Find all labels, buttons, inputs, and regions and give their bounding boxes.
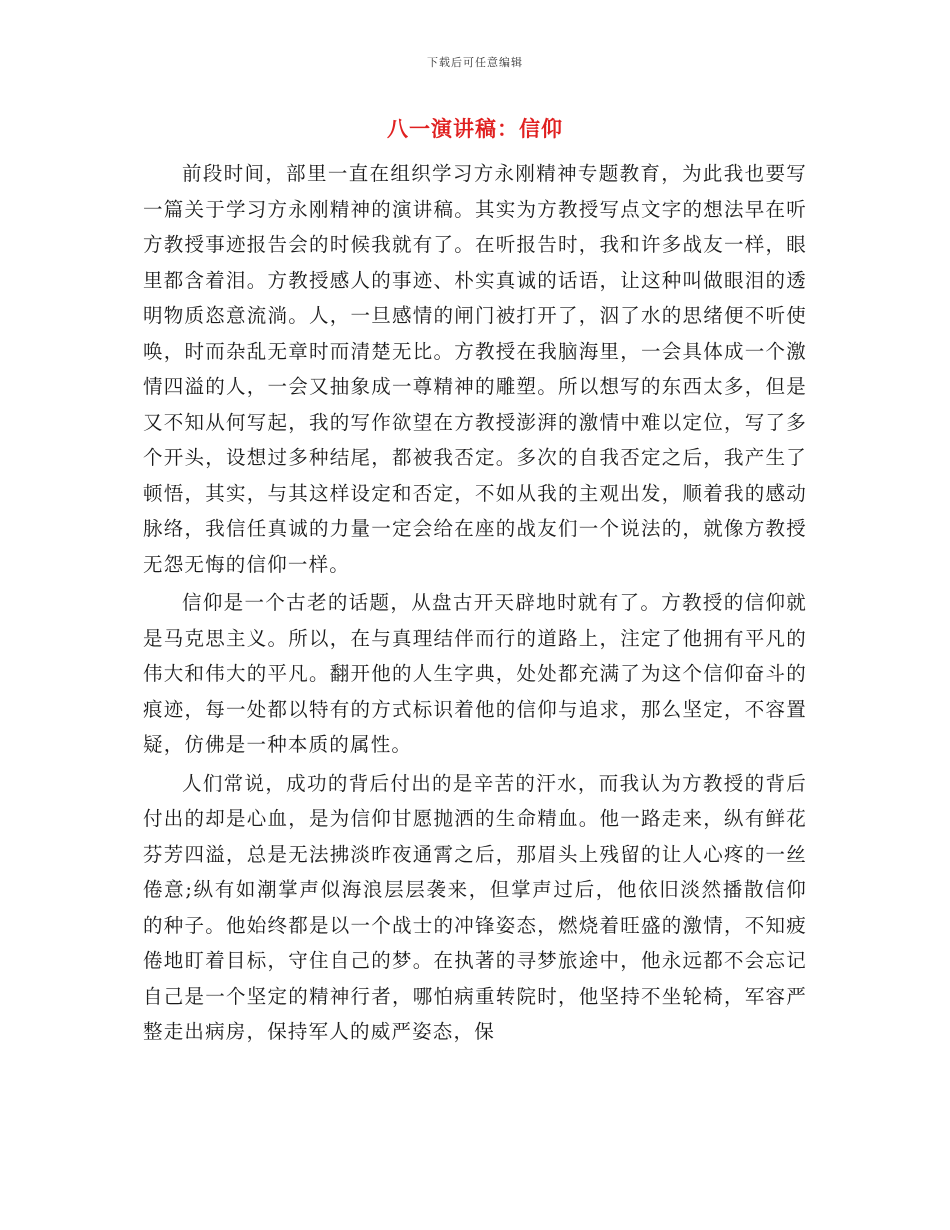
document-body [143, 156, 807, 1050]
paragraph-3: 人们常说，成功的背后付出的是辛苦的汗水，而我认为方教授的背后付出的却是心血，是为信仰甘愿抛洒的生命精血。他一路走来，纵有鲜花芬芳四溢，总是无法拂淡昨夜通霄之后，那眉头上残留的让人心疼的一丝倦意;纵有如潮掌声似海浪层层袭来，但掌声过后，他依旧淡然播散信仰的种子。他始终都是以一个战士的冲锋姿态，燃烧着旺盛的激情，不知疲倦地盯着目标，守住自己的梦。在执著的寻梦旅途中，他永远都不会忘记自己是一个坚定的精神行者，哪怕病重转院时，他坚持不坐轮椅，军容严整走出病房，保持军人的威严姿态，保 [143, 771, 807, 1043]
paragraph-1: 前段时间，部里一直在组织学习方永刚精神专题教育，为此我也要写一篇关于学习方永刚精神的演讲稿。其实为方教授写点文字的想法早在听方教授事迹报告会的时候我就有了。在听报告时，我和许多战友一样，眼里都含着泪。方教授感人的事迹、朴实真诚的话语，让这种叫做眼泪的透明物质恣意流淌。人，一旦感情的闸门被打开了，泅了水的思绪便不听使唤，时而杂乱无章时而清楚无比。方教授在我脑海里，一会具体成一个激情四溢的人，一会又抽象成一尊精神的雕塑。所以想写的东西太多，但是又不知从何写起，我的写作欲望在方教授澎湃的激情中难以定位，写了多个开头，设想过多种结尾，都被我否定。多次的自我否定之后，我产生了顿悟，其实，与其这样设定和否定，不如从我的主观出发，顺着我的感动脉络，我信任真诚的力量一定会给在座的战友们一个说法的，就像方教授无怨无悔的信仰一样。 [143, 162, 807, 576]
paragraph-2: 信仰是一个古老的话题，从盘古开天辟地时就有了。方教授的信仰就是马克思主义。所以，在与真理结伴而行的道路上，注定了他拥有平凡的伟大和伟大的平凡。翻开他的人生字典，处处都充满了为这个信仰奋斗的痕迹，每一处都以特有的方式标识着他的信仰与追求，那么坚定，不容置疑，仿佛是一种本质的属性。 [143, 591, 807, 756]
document-title: 八一演讲稿：信仰 [387, 116, 563, 141]
page-header-note: 下载后可任意编辑 [427, 56, 523, 69]
